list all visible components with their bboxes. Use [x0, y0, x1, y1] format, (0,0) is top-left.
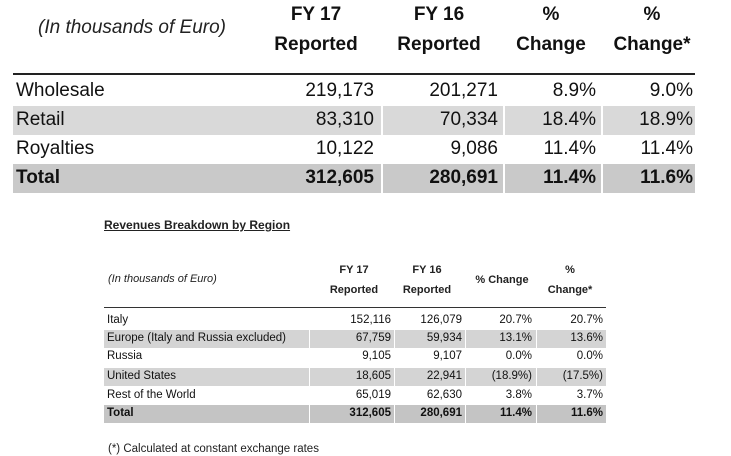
unit-label: (In thousands of Euro) [108, 273, 217, 285]
column-divider [394, 368, 395, 386]
column-header-change: % Change [516, 4, 586, 55]
change-constant-value: 18.9% [639, 109, 693, 130]
column-header-fy17: FY 17 Reported [274, 4, 358, 55]
column-divider [465, 405, 466, 423]
fy16-value: 9,107 [433, 350, 462, 362]
fy16-value: 9,086 [450, 138, 498, 159]
fy17-value: 10,122 [315, 138, 374, 159]
section-title: Revenues Breakdown by Region [104, 218, 291, 232]
fy17-value: 65,019 [355, 389, 391, 401]
fy17-value: 219,173 [305, 80, 374, 101]
column-divider [394, 330, 395, 348]
column-header-fy16: FY 16 Reported [402, 264, 452, 296]
fy16-value: 70,334 [439, 109, 498, 130]
fy16-value: 280,691 [420, 407, 462, 419]
row-label: Russia [107, 350, 143, 362]
fy16-value: 22,941 [426, 370, 462, 382]
column-divider [536, 368, 537, 386]
row-label: Rest of the World [107, 389, 196, 401]
row-label: Italy [107, 314, 129, 326]
change-value: 8.9% [552, 80, 596, 101]
column-divider [465, 368, 466, 386]
column-header-fy17: FY 17 Reported [329, 264, 379, 296]
fy17-value: 312,605 [349, 407, 391, 419]
change-value: 11.4% [543, 138, 596, 159]
footnote: (*) Calculated at constant exchange rates [108, 443, 319, 455]
row-label: Royalties [16, 138, 95, 159]
change-constant-value: 3.7% [576, 389, 603, 401]
column-divider [601, 106, 603, 135]
column-divider [309, 368, 310, 386]
change-value: 20.7% [499, 314, 532, 326]
change-value: 11.4% [500, 407, 532, 419]
change-constant-value: 13.6% [570, 332, 603, 344]
table-row-total [104, 405, 606, 423]
change-constant-value: 11.4% [640, 138, 693, 159]
change-constant-value: (17.5%) [562, 370, 603, 382]
column-divider [536, 405, 537, 423]
column-header-change-constant: % Change* [613, 4, 691, 55]
change-constant-value: 11.6% [640, 167, 693, 188]
column-divider [309, 405, 310, 423]
fy17-value: 312,605 [305, 167, 374, 188]
table-row [104, 330, 606, 348]
fy16-value: 59,934 [426, 332, 462, 344]
column-divider [503, 106, 505, 135]
table-row [104, 368, 606, 386]
change-value: 0.0% [505, 350, 532, 362]
row-label: Total [16, 167, 60, 188]
change-value: 13.1% [499, 332, 532, 344]
fy16-value: 62,630 [426, 389, 462, 401]
revenues-by-channel-table [0, 0, 731, 200]
fy16-value: 201,271 [429, 80, 498, 101]
column-divider [309, 330, 310, 348]
column-divider [465, 330, 466, 348]
row-label: Retail [16, 109, 65, 130]
fy17-value: 18,605 [355, 370, 391, 382]
column-divider [381, 106, 383, 135]
fy17-value: 152,116 [350, 314, 391, 326]
column-header-fy16: FY 16 Reported [397, 4, 481, 55]
change-constant-value: 20.7% [570, 314, 603, 326]
unit-label: (In thousands of Euro) [38, 17, 226, 38]
change-constant-value: 0.0% [576, 350, 603, 362]
change-constant-value: 9.0% [649, 80, 693, 101]
column-divider [381, 164, 383, 193]
change-value: 11.4% [543, 167, 596, 188]
table-row [13, 77, 695, 106]
table-row [13, 135, 695, 164]
change-value: 3.8% [505, 389, 532, 401]
change-value: 18.4% [542, 109, 596, 130]
fy17-value: 9,105 [362, 350, 391, 362]
column-divider [503, 164, 505, 193]
fy16-value: 126,079 [420, 314, 462, 326]
change-constant-value: 11.6% [571, 407, 603, 419]
header-rule [13, 73, 695, 75]
change-value: (18.9%) [491, 370, 532, 382]
table-row [104, 387, 606, 405]
row-label: Total [107, 407, 134, 419]
column-header-change-constant: % Change* [547, 264, 593, 296]
table-row-total [13, 164, 695, 193]
fy17-value: 83,310 [315, 109, 374, 130]
column-divider [601, 164, 603, 193]
row-label: Europe (Italy and Russia excluded) [107, 332, 286, 344]
table-row [104, 348, 606, 366]
table-row [13, 106, 695, 135]
table-row [104, 312, 606, 330]
column-divider [536, 330, 537, 348]
row-label: United States [107, 370, 177, 382]
fy17-value: 67,759 [355, 332, 391, 344]
column-header-change: % Change [475, 274, 529, 286]
row-label: Wholesale [16, 80, 105, 101]
header-rule [104, 307, 606, 308]
fy16-value: 280,691 [429, 167, 498, 188]
column-divider [394, 405, 395, 423]
